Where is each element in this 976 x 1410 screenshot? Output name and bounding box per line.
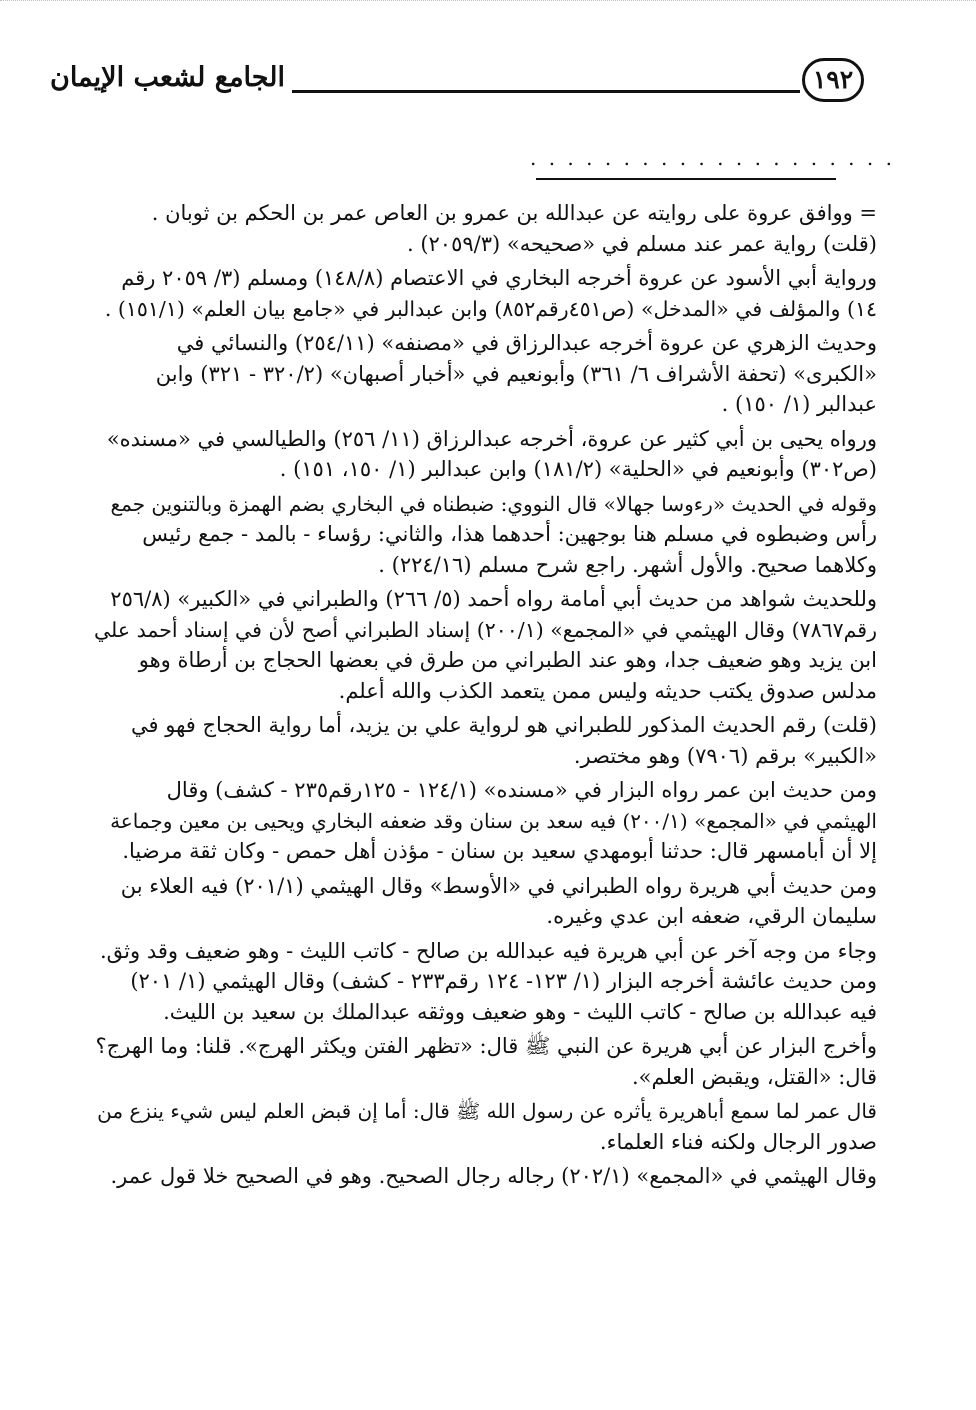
text-line: قال: «القتل، ويقبض العلم». [631, 1064, 877, 1089]
text-line: = ووافق عروة على روايته عن عبدالله بن عمرو بن العاص عمر بن الحكم بن ثوبان . [151, 201, 877, 225]
text-line: وللحديث شواهد من حديث أبي أمامة رواه أحمد (٥/ ٢٦٦) والطبراني في «الكبير» (٢٥٦/٨ [110, 587, 877, 611]
text-line: وجاء من وجه آخر عن أبي هريرة فيه عبدالله بن صالح - كاتب الليث - وهو ضعيف وقد وثق. [99, 938, 877, 963]
text-line: وقوله في الحديث «رءوسا جهالا» قال النووي: ضبطناه في البخاري بضم الهمزة وبالتنوين جمع [110, 491, 877, 516]
text-line: ورواه يحيى بن أبي كثير عن عروة، أخرجه عبدالرزاق (١١/ ٢٥٦) والطيالسي في «مسنده» [106, 426, 877, 451]
text-line: ابن يزيد وهو ضعيف جدا، وهو عند الطبراني من طرق في بعضها الحجاج بن أرطاة وهو [138, 648, 877, 672]
text-line: سليمان الرقي، ضعفه ابن عدي وغيره. [546, 904, 877, 928]
text-line: رقم٧٨٦٧) وقال الهيثمي في «المجمع» (٢٠٠/١) إسناد الطبراني أصح لأن في إسناد أحمد علي [93, 617, 877, 642]
paragraph [92, 198, 877, 259]
text-line: قال عمر لما سمع أباهريرة يأثره عن رسول الله ﷺ قال: أما إن قبض العلم ليس شيء ينزع من [97, 1099, 877, 1123]
text-line: فيه عبدالله بن صالح - كاتب الليث - وهو ضعيف ووثقه عبدالملك بن سعيد بن الليث. [163, 999, 877, 1024]
top-edge-dotted-rule [0, 0, 976, 7]
text-line: «الكبرى» (تحفة الأشراف ٦/ ٣٦١) وأبونعيم في «أخبار أصبهان» (٣٢٠/٢ - ٣٢١) وابن [155, 361, 877, 386]
paragraph [92, 1161, 877, 1192]
header-rule [292, 90, 800, 93]
footnote-separator-rule [536, 178, 836, 180]
text-line: ومن حديث ابن عمر رواه البزار في «مسنده» (١٢٤/١ - ١٢٥رقم٢٣٥ - كشف) وقال [166, 778, 877, 802]
text-line: وحديث الزهري عن عروة أخرجه عبدالرزاق في «مصنفه» (٢٥٤/١١) والنسائي في [176, 331, 877, 355]
text-line: «الكبير» برقم (٧٩٠٦) وهو مختصر. [573, 743, 877, 768]
paragraph [92, 263, 877, 324]
text-line: وكلاهما صحيح. والأول أشهر. راجع شرح مسلم (٢٢٤/١٦) . [378, 552, 877, 577]
paragraph [92, 424, 877, 485]
paragraph [92, 1096, 877, 1157]
text-line: (ص٣٠٢) وأبونعيم في «الحلية» (١٨١/٢) وابن عبدالبر (١/ ١٥٠، ١٥١) . [279, 457, 877, 481]
paragraph [92, 584, 877, 706]
text-line: إلا أن أبامسهر قال: حدثنا أبومهدي سعيد بن سنان - مؤذن أهل حمص - وكان ثقة مرضيا. [122, 839, 877, 863]
page-number: ١٩٢ [802, 58, 864, 102]
text-line: وأخرج البزار عن أبي هريرة عن النبي ﷺ قال: «تظهر الفتن ويكثر الهرج». قلنا: وما الهرج؟ [95, 1034, 877, 1058]
paragraph [92, 489, 877, 581]
text-line: ومن حديث عائشة أخرجه البزار (١/ ١٢٣- ١٢٤ رقم٢٣٣ - كشف) وقال الهيثمي (١/ ٢٠١) [130, 969, 877, 993]
text-line: وقال الهيثمي في «المجمع» (٢٠٢/١) رجاله رجال الصحيح. وهو في الصحيح خلا قول عمر. [110, 1164, 877, 1188]
paragraph [92, 871, 877, 932]
paragraph [92, 1031, 877, 1092]
footnote-text-block [92, 198, 877, 1192]
text-line: ورواية أبي الأسود عن عروة أخرجه البخاري في الاعتصام (١٤٨/٨) ومسلم (٣/ ٢٠٥٩ رقم [121, 266, 877, 290]
text-line: مدلس صدوق يكتب حديثه وليس ممن يتعمد الكذب والله أعلم. [338, 678, 877, 703]
paragraph [92, 775, 877, 867]
text-line: رأس وضبطوه في مسلم هنا بوجهين: أحدهما هذا، والثاني: رؤساء - بالمد - جمع رئيس [142, 522, 877, 546]
running-title: الجامع لشعب الإيمان [50, 62, 285, 93]
text-line: عبدالبر (١/ ١٥٠) . [721, 392, 877, 416]
text-line: صدور الرجال ولكنه فناء العلماء. [599, 1129, 877, 1154]
footnote-dotted-leader: . . . . . . . . . . . . . . . . . . . . [530, 146, 895, 170]
text-line: الهيثمي في «المجمع» (٢٠٠/١) فيه سعد بن سنان وقد ضعفه البخاري ويحيى بن معين وجماعة [110, 808, 877, 833]
paragraph [92, 328, 877, 420]
text-line: (قلت) رواية عمر عند مسلم في «صحيحه» (٢٠٥٩/٣) . [406, 231, 877, 256]
paragraph [92, 936, 877, 1028]
paragraph [92, 710, 877, 771]
text-line: (قلت) رقم الحديث المذكور للطبراني هو لرواية علي بن يزيد، أما رواية الحجاج فهو في [131, 713, 877, 737]
text-line: ١٤) والمؤلف في «المدخل» (ص٤٥١رقم٨٥٢) وابن عبدالبر في «جامع بيان العلم» (١٥١/١) . [104, 296, 877, 321]
text-line: ومن حديث أبي هريرة رواه الطبراني في «الأوسط» وقال الهيثمي (٢٠١/١) فيه العلاء بن [120, 873, 877, 898]
